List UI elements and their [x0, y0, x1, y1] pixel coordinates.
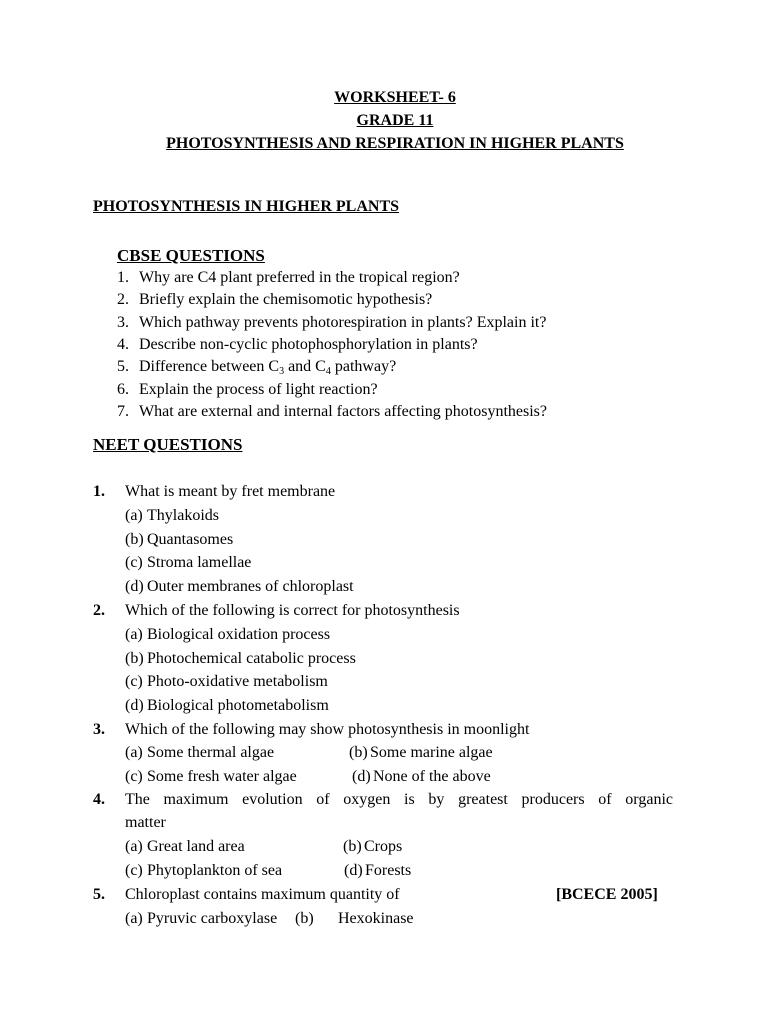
option-label: (d) [352, 768, 371, 785]
list-item [117, 336, 129, 354]
question-number: 4. [93, 791, 105, 808]
option-text: Forests [365, 862, 412, 879]
option-text: Great land area [147, 838, 245, 855]
question-text: Which of the following is correct for photosynthesis [125, 602, 460, 619]
question-text: Which of the following may show photosynthesis in moonlight [125, 721, 530, 738]
question-text: Briefly explain the chemisomotic hypothesis? [139, 291, 433, 308]
question-text [139, 358, 396, 376]
question-number: 5. [117, 358, 129, 375]
option-text: Some marine algae [370, 744, 493, 761]
option-text: Biological oxidation process [147, 626, 331, 643]
worksheet-title: PHOTOSYNTHESIS AND RESPIRATION IN HIGHER PLANTS [166, 135, 624, 152]
option-label: (a) [125, 910, 143, 927]
question-text: Why are C4 plant preferred in the tropical region? [139, 269, 460, 286]
subscript: 3 [279, 366, 285, 377]
question-text: Chloroplast contains maximum quantity of [125, 886, 400, 903]
question-number: 6. [117, 381, 129, 398]
neet-heading: NEET QUESTIONS [93, 435, 243, 454]
option-text: Photochemical catabolic process [147, 650, 356, 667]
option-label: (c) [125, 554, 143, 571]
option-text: Some thermal algae [147, 744, 275, 761]
question-number: 1. [93, 483, 105, 500]
question-number: 3. [93, 721, 105, 738]
option-label: (a) [125, 507, 143, 524]
question-number: 4. [117, 336, 129, 353]
option-label: (a) [125, 626, 143, 643]
question-text: Which pathway prevents photorespiration in plants? Explain it? [139, 314, 547, 331]
question-text: Explain the process of light reaction? [139, 381, 378, 398]
option-text: Quantasomes [147, 531, 234, 548]
question-text: What are external and internal factors affecting photosynthesis? [139, 403, 547, 420]
option-label: (b) [349, 744, 368, 761]
option-text: Phytoplankton of sea [147, 862, 283, 879]
list-item [117, 358, 129, 376]
option-label: (a) [125, 838, 143, 855]
option-text: None of the above [373, 768, 491, 785]
option-label: (a) [125, 744, 143, 761]
question-text-continued: matter [125, 814, 166, 831]
list-item [117, 314, 129, 332]
subscript: 4 [325, 366, 331, 377]
cbse-heading: CBSE QUESTIONS [117, 246, 265, 265]
question-number: 7. [117, 403, 129, 420]
option-text: Some fresh water algae [147, 768, 297, 785]
option-text: Stroma lamellae [147, 554, 252, 571]
text-part: pathway? [330, 358, 397, 375]
option-label: (d) [344, 862, 363, 879]
option-label: (c) [125, 673, 143, 690]
question-text: The maximum evolution of oxygen is by greatest producers of organic [125, 791, 673, 808]
question-number: 3. [117, 314, 129, 331]
option-text: Crops [364, 838, 403, 855]
option-text: Outer membranes of chloroplast [147, 578, 354, 595]
option-label: (d) [125, 578, 144, 595]
question-text: What is meant by fret membrane [125, 483, 336, 500]
option-text: Biological photometabolism [147, 697, 329, 714]
option-text: Pyruvic carboxylase [147, 910, 278, 927]
worksheet-number: WORKSHEET- 6 [334, 89, 456, 106]
option-label: (b) [125, 650, 144, 667]
list-item [117, 269, 129, 287]
question-text: Describe non-cyclic photophosphorylation in plants? [139, 336, 478, 353]
question-number: 2. [117, 291, 129, 308]
question-number: 2. [93, 602, 105, 619]
question-number: 5. [93, 886, 105, 903]
section-title: PHOTOSYNTHESIS IN HIGHER PLANTS [93, 198, 400, 215]
option-text: Thylakoids [147, 507, 219, 524]
option-label: (c) [125, 768, 143, 785]
text-part: Difference between C [139, 358, 280, 375]
option-label: (d) [125, 697, 144, 714]
exam-source-tag: [BCECE 2005] [556, 886, 658, 903]
text-part: and C [284, 358, 326, 375]
option-text: Photo-oxidative metabolism [147, 673, 328, 690]
question-number: 1. [117, 269, 129, 286]
option-label: (c) [125, 862, 143, 879]
list-item [117, 381, 129, 399]
grade-label: GRADE 11 [356, 112, 434, 129]
list-item [117, 291, 129, 309]
option-text: Hexokinase [338, 910, 414, 927]
list-item [117, 403, 129, 421]
option-label: (b) [343, 838, 362, 855]
option-label: (b) [125, 531, 144, 548]
option-label: (b) [295, 910, 314, 927]
